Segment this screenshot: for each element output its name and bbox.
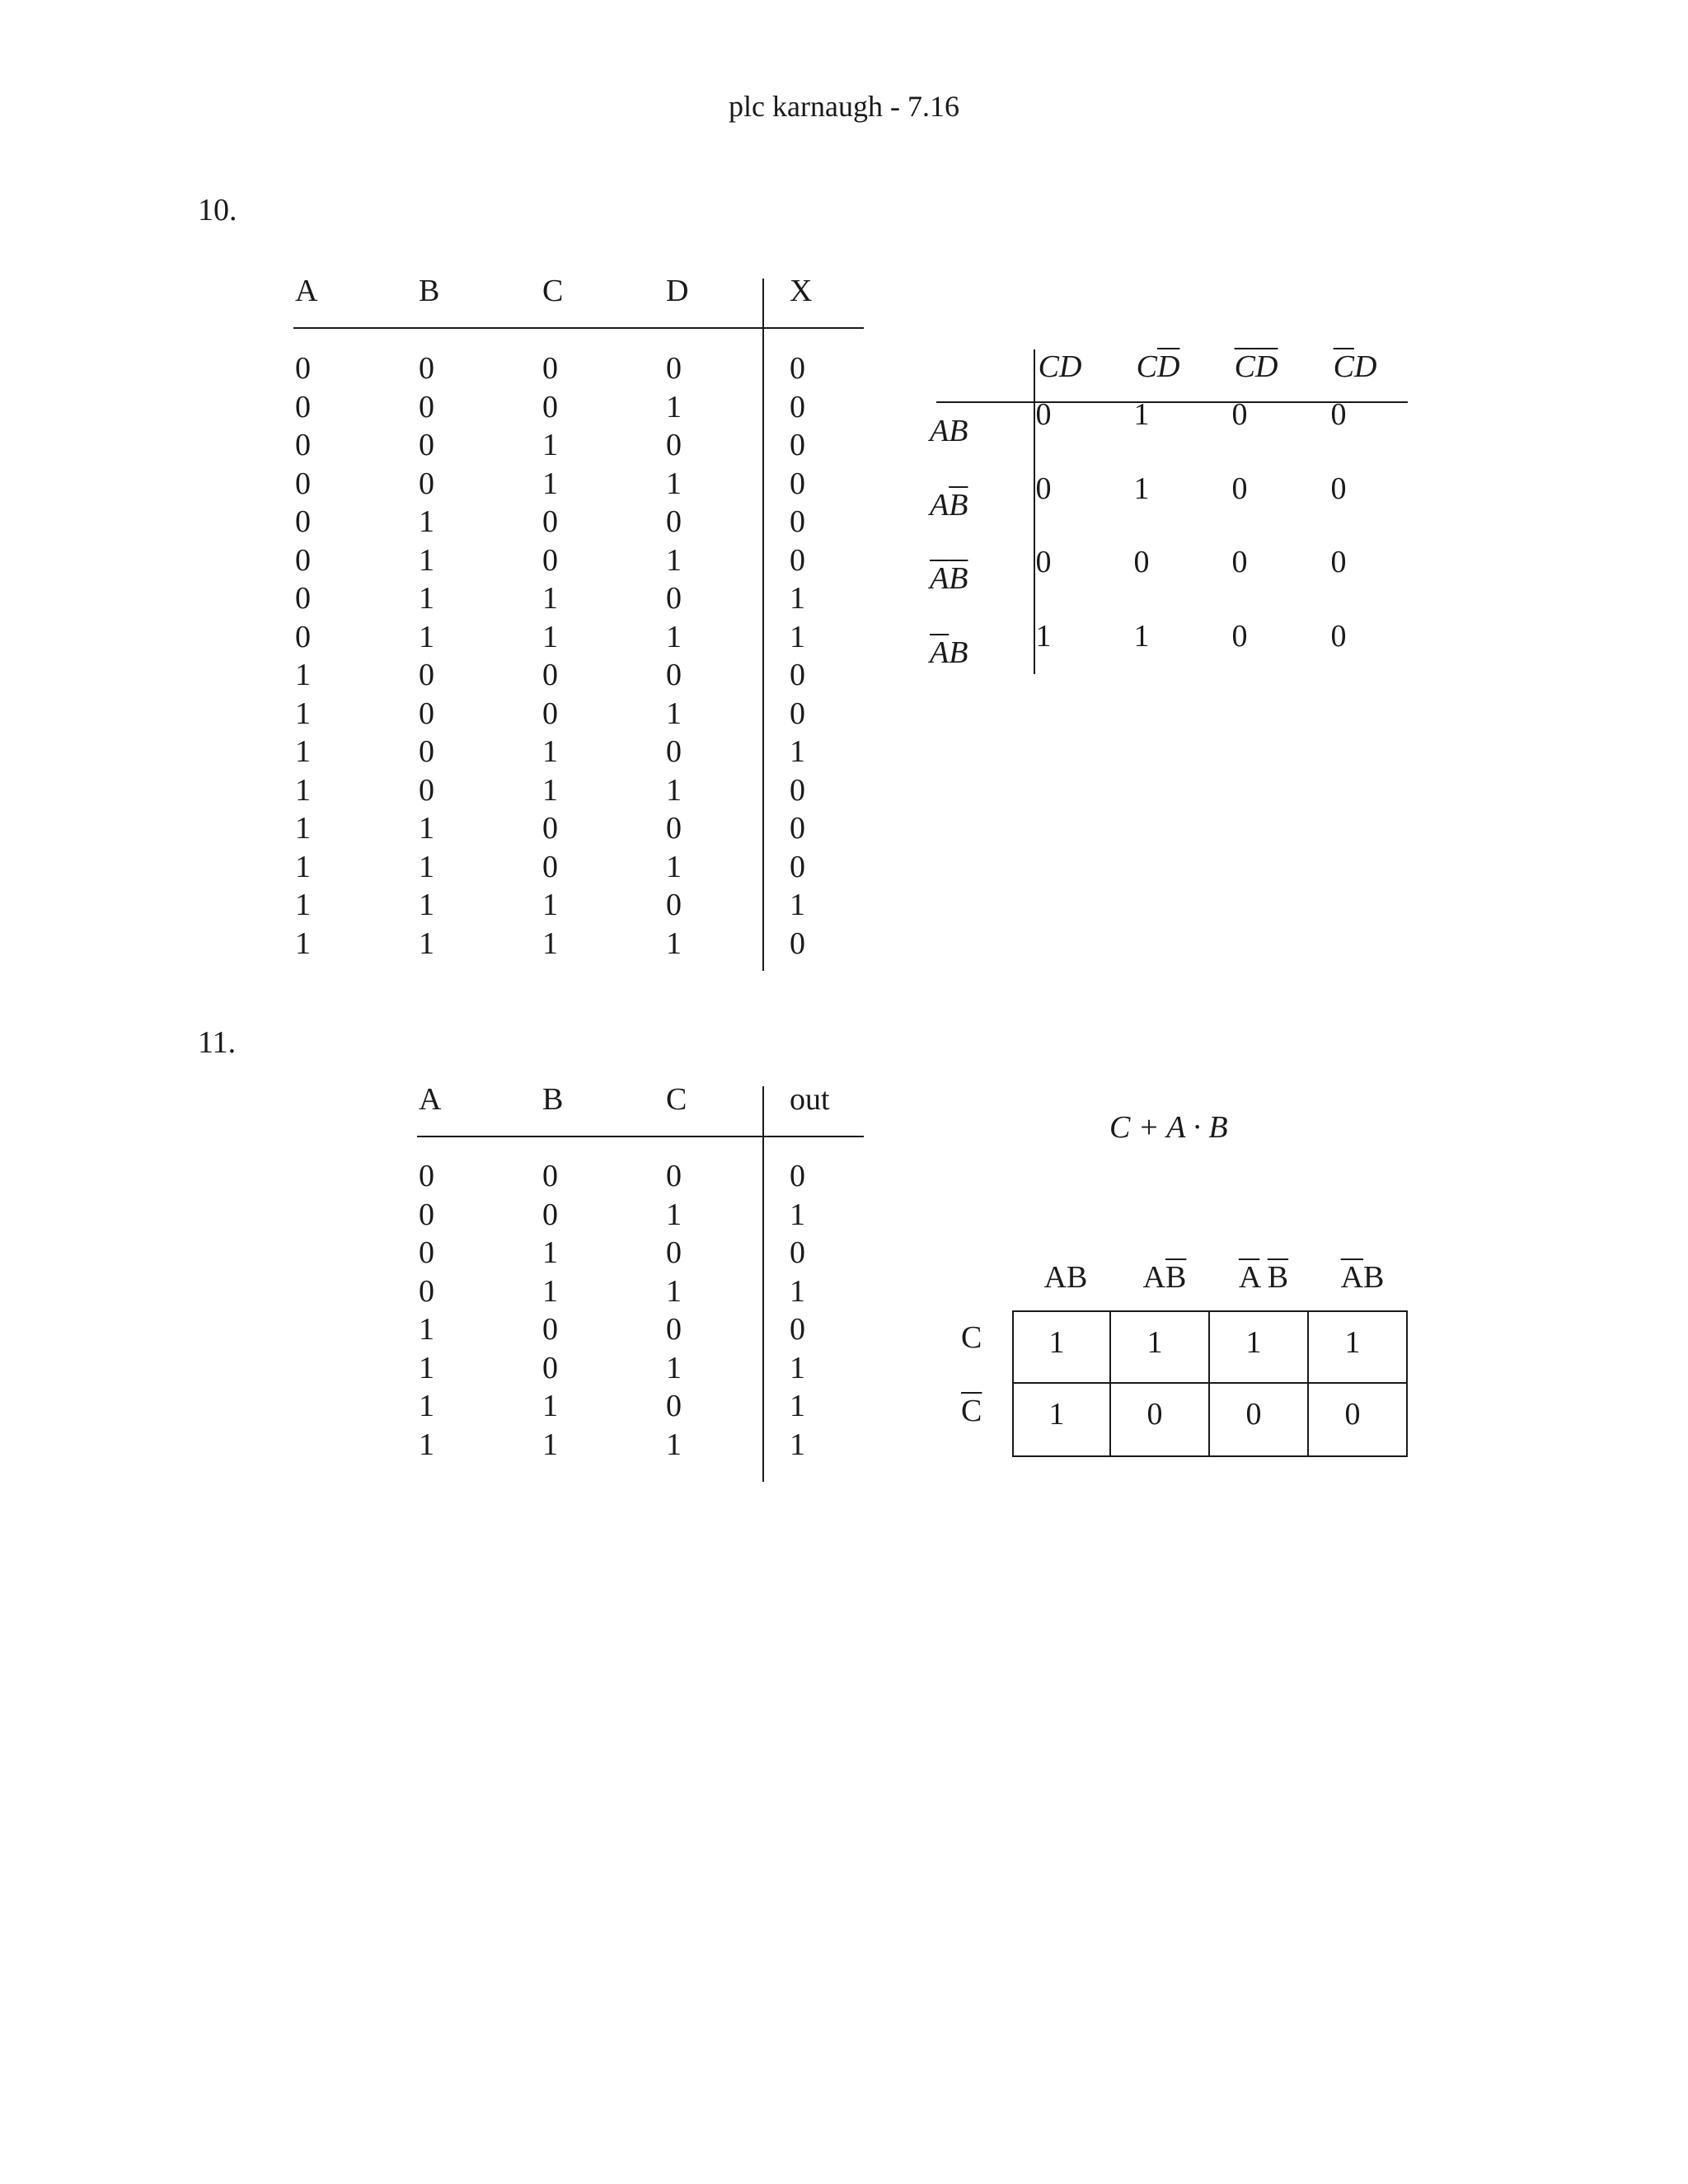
table-cell: 1 [790,1197,805,1232]
table-cell: 1 [542,888,558,922]
table-cell: 1 [295,888,311,922]
kmap-row-header: $\overline{C}$ [961,1394,982,1428]
kmap-cell: 0 [1133,545,1150,579]
column-header: B [419,274,440,308]
kmap-cell: 0 [1035,545,1052,579]
table-cell: 0 [790,849,805,884]
table-cell: 0 [666,581,682,616]
table-cell: 0 [295,428,311,462]
table-cell: 1 [295,926,311,961]
table-cell: 1 [790,1389,805,1423]
table-cell: 0 [542,1312,558,1347]
table-cell: 0 [295,504,311,539]
table-cell: 1 [666,466,682,501]
table-cell: 0 [419,696,434,731]
table-cell: 1 [666,696,682,731]
table-cell: 0 [419,658,434,692]
table-cell: 1 [419,811,434,846]
table-cell: 0 [666,888,682,922]
table-cell: 0 [542,658,558,692]
kmap-cell: 0 [1245,1397,1262,1432]
table-cell: 1 [542,619,558,654]
table-cell: 0 [666,734,682,769]
kmap-row-header: AB [930,414,968,448]
table-cell: 1 [419,1312,434,1347]
column-header: C [542,274,564,308]
table-cell: 1 [419,849,434,884]
table-cell: 0 [419,1159,434,1193]
table-cell: 1 [666,1350,682,1385]
table-cell: 0 [295,581,311,616]
kmap-row-header: C [961,1320,982,1355]
table-cell: 0 [790,542,805,578]
table-cell: 0 [542,389,558,424]
kmap-cell: 1 [1048,1325,1065,1360]
table-cell: 0 [790,696,805,731]
kmap-cell: 1 [1133,619,1150,654]
table-cell: 0 [790,351,805,386]
kmap-cell: 1 [1245,1325,1262,1360]
table-cell: 0 [666,428,682,462]
table-cell: 0 [419,1273,434,1309]
kmap-cell: 1 [1035,619,1052,654]
kmap-column-header: $\overline{C}\overline{D}$ [1234,349,1278,384]
table-cell: 0 [790,1312,805,1347]
kmap-cell: 0 [1231,545,1248,579]
column-header: X [790,274,813,308]
column-header: A [419,1082,442,1117]
table-cell: 1 [419,926,434,961]
kmap-cell: 0 [1231,619,1248,654]
table-cell: 1 [790,888,805,922]
kmap-grid-cell [1307,1382,1408,1457]
table-cell: 1 [295,696,311,731]
table-cell: 0 [790,1235,805,1270]
table-cell: 1 [419,1350,434,1385]
kmap-cell: 1 [1344,1325,1361,1360]
problem-10-number: 10. [198,193,237,227]
kmap-cell: 0 [1330,471,1347,506]
table-cell: 0 [666,658,682,692]
table-cell: 1 [666,1197,682,1232]
table-cell: 1 [542,1273,558,1309]
table-cell: 0 [790,811,805,846]
table-cell: 1 [419,1427,434,1462]
table-cell: 1 [295,772,311,808]
table-cell: 0 [790,1159,805,1193]
table-cell: 1 [790,581,805,616]
table-cell: 0 [542,1159,558,1193]
table-cell: 0 [666,1235,682,1270]
table-cell: 1 [542,926,558,961]
table-cell: 0 [790,926,805,961]
table-cell: 0 [666,811,682,846]
kmap-column-header: CD [1038,349,1082,384]
table-cell: 1 [666,389,682,424]
table-cell: 0 [790,658,805,692]
table-cell: 0 [666,1389,682,1423]
table-cell: 1 [542,1389,558,1423]
table-cell: 1 [542,428,558,462]
table-cell: 0 [419,428,434,462]
table-cell: 0 [666,351,682,386]
table-cell: 1 [666,849,682,884]
table-cell: 1 [790,1273,805,1309]
table-cell: 0 [295,389,311,424]
kmap-column-header: AB [1043,1260,1088,1295]
table-cell: 1 [666,772,682,808]
table-cell: 0 [790,772,805,808]
kmap-grid-cell [1109,1382,1210,1457]
table-cell: 1 [666,926,682,961]
kmap-row-header: $\overline{A}B$ [930,635,968,670]
column-header: C [666,1082,687,1117]
table-cell: 1 [542,466,558,501]
output-divider [762,1086,764,1482]
table-cell: 0 [295,466,311,501]
kmap-grid-cell [1208,1310,1309,1384]
table-cell: 0 [419,734,434,769]
kmap-cell: 0 [1330,545,1347,579]
kmap-cell: 0 [1035,397,1052,432]
kmap-cell: 0 [1344,1397,1361,1432]
table-cell: 1 [419,581,434,616]
table-cell: 0 [419,389,434,424]
table-cell: 1 [790,734,805,769]
table-cell: 1 [542,772,558,808]
kmap-cell: 1 [1048,1397,1065,1432]
table-cell: 0 [666,1312,682,1347]
kmap-grid-cell [1208,1382,1309,1457]
kmap-cell: 1 [1133,471,1150,506]
kmap-grid-cell [1307,1310,1408,1384]
kmap-grid-cell [1109,1310,1210,1384]
table-cell: 1 [666,542,682,578]
table-cell: 0 [295,542,311,578]
column-header: D [666,274,689,308]
kmap-cell: 0 [1231,471,1248,506]
kmap-row-header: $\overline{A}\overline{B}$ [930,561,968,596]
table-cell: 0 [542,811,558,846]
table-cell: 1 [790,619,805,654]
kmap-column-header: $\overline{A}$ $\overline{B}$ [1238,1260,1289,1295]
table-cell: 0 [790,428,805,462]
problem-11-number: 11. [198,1025,237,1060]
kmap-cell: 0 [1035,471,1052,506]
table-cell: 0 [542,849,558,884]
table-cell: 0 [542,1350,558,1385]
table-cell: 1 [295,811,311,846]
column-header: B [542,1082,564,1117]
kmap-cell: 0 [1146,1397,1163,1432]
table-cell: 0 [295,619,311,654]
table-cell: 1 [419,542,434,578]
table-cell: 1 [295,734,311,769]
table-cell: 0 [542,542,558,578]
table-cell: 0 [666,1159,682,1193]
table-cell: 0 [790,466,805,501]
table-cell: 1 [790,1427,805,1462]
page-title: plc karnaugh - 7.16 [729,90,959,123]
table-cell: 1 [790,1350,805,1385]
table-cell: 1 [542,1427,558,1462]
table-cell: 0 [666,504,682,539]
table-cell: 0 [542,504,558,539]
table-cell: 1 [542,734,558,769]
table-cell: 1 [419,888,434,922]
table-cell: 0 [419,351,434,386]
table-cell: 1 [295,849,311,884]
kmap-column-header: $\overline{A}B$ [1340,1260,1385,1295]
kmap-cell: 0 [1231,397,1248,432]
table-cell: 0 [790,389,805,424]
table-cell: 1 [542,581,558,616]
header-divider [417,1136,864,1137]
kmap-grid-cell [1012,1310,1111,1384]
table-cell: 0 [542,351,558,386]
table-cell: 0 [790,504,805,539]
table-cell: 1 [666,619,682,654]
boolean-expression: C + A · B [1109,1110,1228,1145]
table-cell: 0 [295,351,311,386]
table-cell: 0 [542,1197,558,1232]
kmap-cell: 1 [1133,397,1150,432]
kmap-column-header: $A\overline{B}$ [1142,1260,1187,1295]
table-cell: 0 [419,772,434,808]
output-divider [762,279,764,971]
table-cell: 1 [666,1427,682,1462]
kmap-cell: 0 [1330,619,1347,654]
table-cell: 0 [419,466,434,501]
kmap-column-header: $\overline{C}D$ [1333,349,1377,384]
table-cell: 0 [419,1197,434,1232]
kmap-cell: 1 [1146,1325,1163,1360]
table-cell: 1 [542,1235,558,1270]
column-header: out [790,1082,830,1117]
header-divider [293,327,864,329]
table-cell: 1 [666,1273,682,1309]
table-cell: 0 [542,696,558,731]
kmap-column-header: $C\overline{D}$ [1136,349,1180,384]
table-cell: 1 [295,658,311,692]
table-cell: 1 [419,1389,434,1423]
kmap-cell: 0 [1330,397,1347,432]
table-cell: 1 [419,504,434,539]
column-header: A [295,274,318,308]
kmap-grid-cell [1012,1382,1111,1457]
table-cell: 1 [419,619,434,654]
table-cell: 0 [419,1235,434,1270]
kmap-row-header: $A\overline{B}$ [930,488,968,523]
